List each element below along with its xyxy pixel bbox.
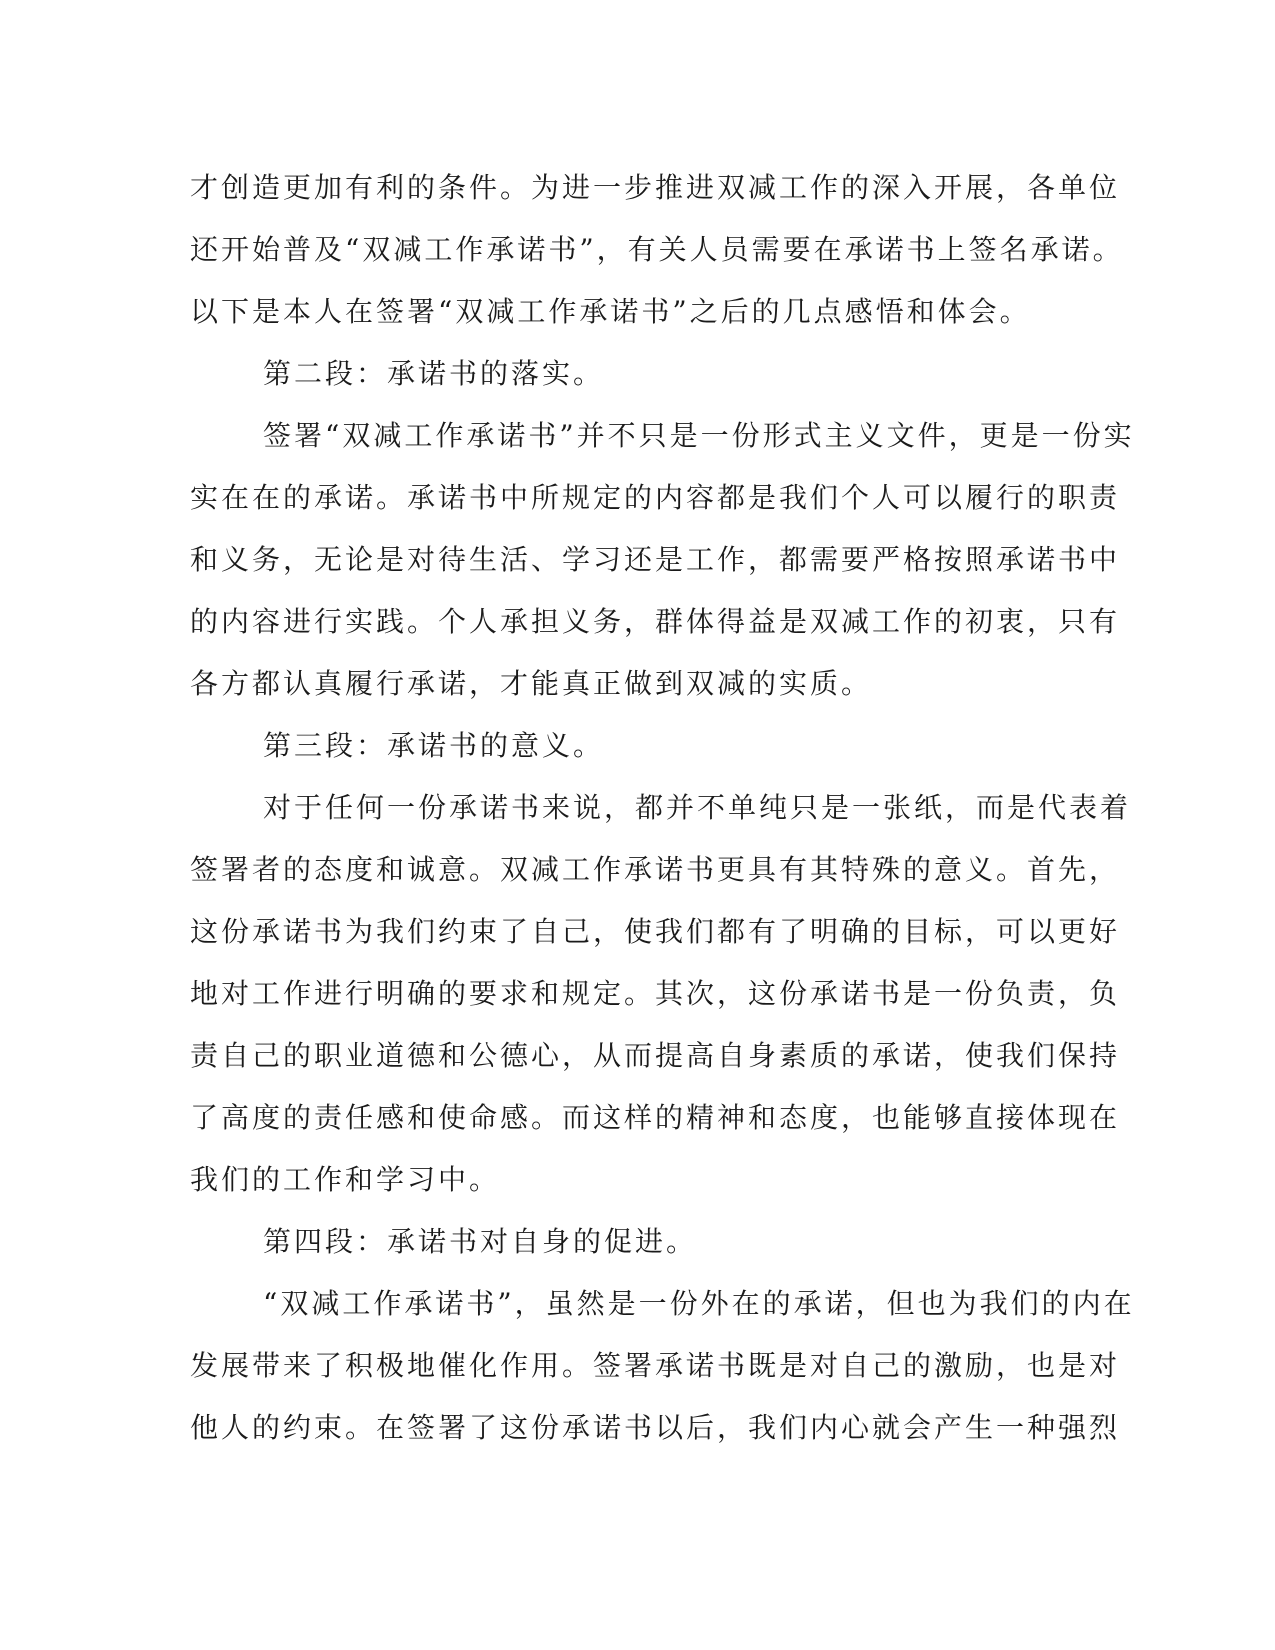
text-line: “双减工作承诺书”，虽然是一份外在的承诺，但也为我们的内在 xyxy=(263,1287,1135,1320)
text-line: 这份承诺书为我们约束了自己，使我们都有了明确的目标，可以更好 xyxy=(190,915,1121,948)
text-line: 实在在的承诺。承诺书中所规定的内容都是我们个人可以履行的职责 xyxy=(190,481,1121,514)
section-heading-4: 第四段：承诺书对自身的促进。 xyxy=(263,1225,698,1258)
section-heading-3: 第三段：承诺书的意义。 xyxy=(263,729,605,762)
text-line: 和义务，无论是对待生活、学习还是工作，都需要严格按照承诺书中 xyxy=(190,543,1121,576)
text-line: 发展带来了积极地催化作用。签署承诺书既是对自己的激励，也是对 xyxy=(190,1349,1121,1382)
text-line: 签署“双减工作承诺书”并不只是一份形式主义文件，更是一份实 xyxy=(263,419,1135,452)
text-line: 了高度的责任感和使命感。而这样的精神和态度，也能够直接体现在 xyxy=(190,1101,1121,1134)
text-line: 各方都认真履行承诺，才能真正做到双减的实质。 xyxy=(190,667,873,700)
text-line: 以下是本人在签署“双减工作承诺书”之后的几点感悟和体会。 xyxy=(190,295,1031,328)
text-line: 责自己的职业道德和公德心，从而提高自身素质的承诺，使我们保持 xyxy=(190,1039,1121,1072)
text-line: 还开始普及“双减工作承诺书”，有关人员需要在承诺书上签名承诺。 xyxy=(190,233,1124,266)
text-line: 他人的约束。在签署了这份承诺书以后，我们内心就会产生一种强烈 xyxy=(190,1411,1121,1444)
text-line: 我们的工作和学习中。 xyxy=(190,1163,501,1196)
text-line: 签署者的态度和诚意。双减工作承诺书更具有其特殊的意义。首先， xyxy=(190,853,1121,886)
text-line: 的内容进行实践。个人承担义务，群体得益是双减工作的初衷，只有 xyxy=(190,605,1121,638)
document-body xyxy=(190,157,1135,1459)
text-line: 地对工作进行明确的要求和规定。其次，这份承诺书是一份负责，负 xyxy=(190,977,1121,1010)
text-line: 才创造更加有利的条件。为进一步推进双减工作的深入开展，各单位 xyxy=(190,171,1121,204)
section-heading-2: 第二段：承诺书的落实。 xyxy=(263,357,605,390)
text-line: 对于任何一份承诺书来说，都并不单纯只是一张纸，而是代表着 xyxy=(263,791,1132,824)
